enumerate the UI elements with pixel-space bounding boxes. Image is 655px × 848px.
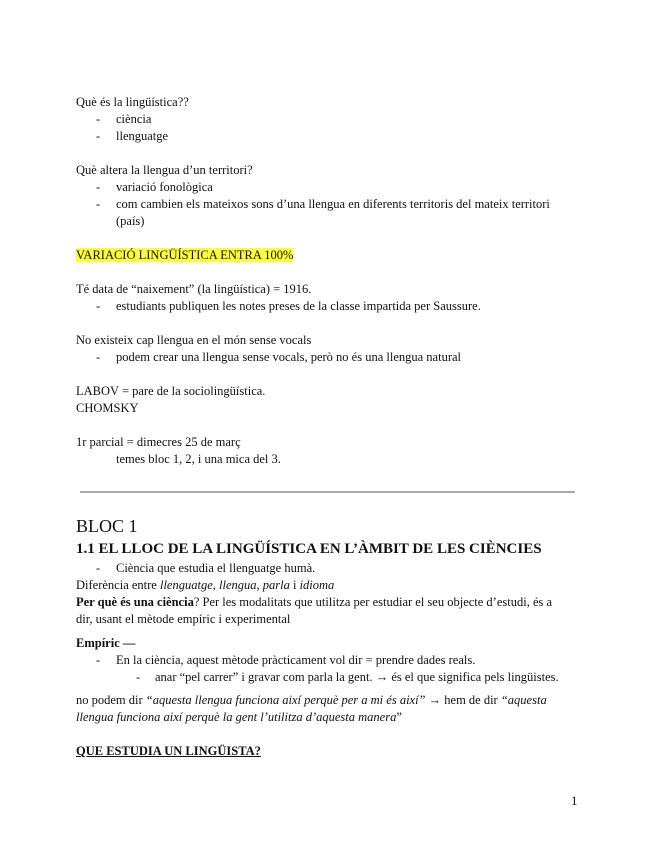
cannot-say-mid: → hem de dir <box>425 693 501 707</box>
separator: , <box>256 578 263 592</box>
separator: , <box>212 578 219 592</box>
term: idioma <box>299 578 335 592</box>
bullet-dash: - <box>96 561 101 575</box>
list-item: variació fonològica <box>116 180 213 194</box>
why-science-bold: Per què és una ciència <box>76 595 194 609</box>
list-item: llenguatge <box>116 129 169 143</box>
question-territory: Què altera la llengua d’un territori? <box>76 163 253 177</box>
why-science-line-2: dir, usant el mètode empíric i experimental <box>76 612 291 626</box>
bullet-dash: - <box>96 129 101 143</box>
list-item: Ciència que estudia el llenguatge humà. <box>116 561 316 575</box>
vocals-line: No existeix cap llengua en el món sense vocals <box>76 333 312 347</box>
chomsky-line: CHOMSKY <box>76 401 139 415</box>
bullet-dash: - <box>96 653 101 667</box>
what-studies-heading <box>76 743 261 759</box>
labov-line: LABOV = pare de la sociolingüística. <box>76 384 266 398</box>
highlight-line <box>76 247 293 263</box>
list-item: podem crear una llengua sense vocals, però no és una llengua natural <box>116 350 462 364</box>
separator: i <box>289 578 300 592</box>
term: parla <box>262 578 290 592</box>
page-number: 1 <box>571 793 578 808</box>
section-title: BLOC 1 <box>76 516 138 536</box>
horizontal-divider <box>80 491 575 493</box>
difference-line <box>76 577 334 593</box>
cannot-say-line <box>76 692 547 708</box>
highlighted-text: VARIACIÓ LINGÜÍSTICA ENTRA 100% <box>76 248 294 262</box>
term: llenguatge <box>159 578 213 592</box>
bullet-dash: - <box>96 112 101 126</box>
quote-right-end: llengua funciona així perquè la gent l’utilitza d’aquesta manera <box>76 710 397 724</box>
bullet-dash: - <box>96 299 101 313</box>
difference-prefix: Diferència entre <box>76 578 160 592</box>
sub-list-item: anar “pel carrer” i gravar com parla la gent. → és el que significa pels lingüistes. <box>155 670 559 684</box>
birth-date-line: Té data de “naixement” (la lingüística) = 1916. <box>76 282 312 296</box>
parcial-line: 1r parcial = dimecres 25 de març <box>76 435 241 449</box>
section-subtitle: 1.1 EL LLOC DE LA LINGÜÍSTICA EN L’ÀMBIT DE LES CIÈNCIES <box>76 541 542 557</box>
bullet-dash: - <box>136 670 141 684</box>
what-studies-text: QUE ESTUDIA UN LINGÜISTA? <box>76 744 261 758</box>
list-item: En la ciència, aquest mètode pràcticament vol dir = prendre dades reals. <box>116 653 476 667</box>
bullet-dash: - <box>96 350 101 364</box>
list-item: com cambien els mateixos sons d’una llengua en diferents territoris del mateix territori <box>116 197 550 211</box>
cannot-say-prefix: no podem dir <box>76 693 146 707</box>
list-item: ciència <box>116 112 152 126</box>
quote-right-start: “aquesta <box>500 693 547 707</box>
term: llengua <box>219 578 257 592</box>
closing-quote: ” <box>396 710 402 724</box>
bullet-dash: - <box>96 180 101 194</box>
why-science-rest: ? Per les modalitats que utilitza per estudiar el seu objecte d’estudi, és a <box>193 595 553 609</box>
empiric-heading: Empíric — <box>76 636 136 650</box>
question-what-is-linguistics: Què és la lingüística?? <box>76 95 189 109</box>
why-science-line <box>76 594 552 610</box>
temes-line: temes bloc 1, 2, i una mica del 3. <box>116 452 281 466</box>
list-item-continuation: (país) <box>116 214 145 228</box>
cannot-say-line-2 <box>76 709 402 725</box>
quote-wrong: “aquesta llengua funciona així perquè per a mi és així” <box>145 693 426 707</box>
bullet-dash: - <box>96 197 101 211</box>
list-item: estudiants publiquen les notes preses de la classe impartida per Saussure. <box>116 299 481 313</box>
